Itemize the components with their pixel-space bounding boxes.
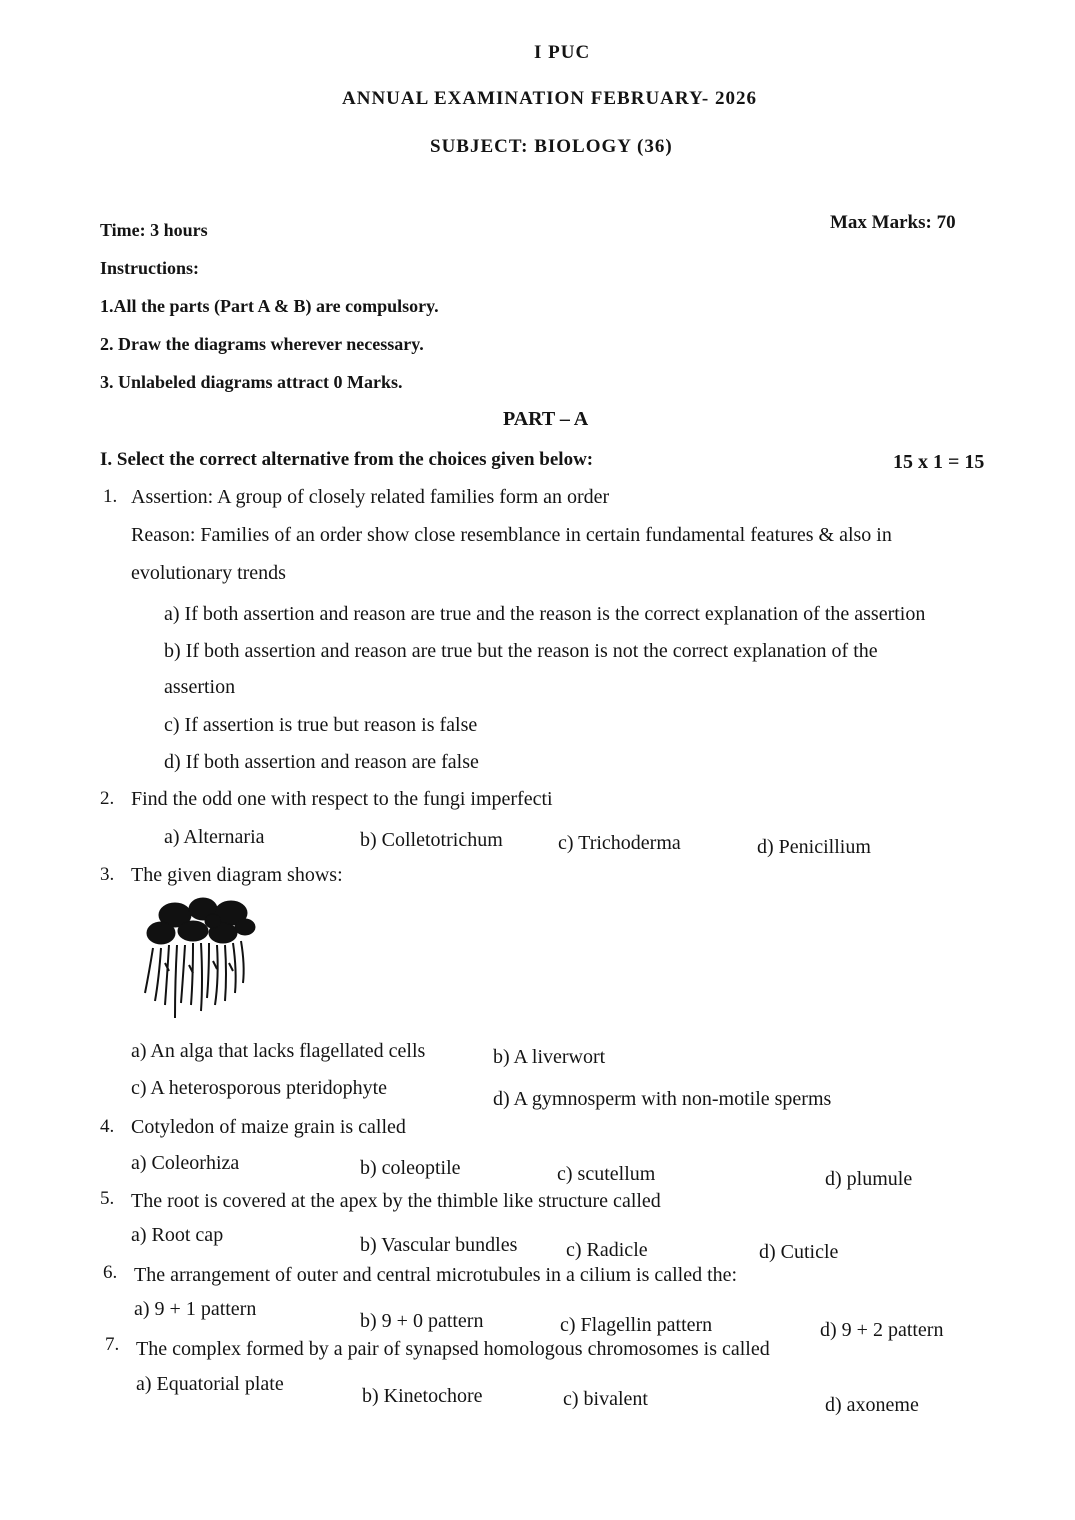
exam-title: ANNUAL EXAMINATION FEBRUARY- 2026 xyxy=(342,88,757,109)
fern-plant-diagram xyxy=(135,893,265,1023)
answer-option: b) Kinetochore xyxy=(362,1385,483,1407)
answer-option: b) coleoptile xyxy=(360,1157,461,1179)
instructions-heading: Instructions: xyxy=(100,258,200,278)
answer-option: d) A gymnosperm with non-motile sperms xyxy=(493,1088,832,1110)
exam-class: I PUC xyxy=(534,42,591,63)
answer-option: d) axoneme xyxy=(825,1394,919,1416)
question-text: The arrangement of outer and central microtubules in a cilium is called the: xyxy=(134,1264,738,1286)
instruction-item: 1.All the parts (Part A & B) are compulsory. xyxy=(100,296,439,316)
answer-option: d) plumule xyxy=(825,1168,913,1190)
question-number: 5. xyxy=(100,1188,115,1209)
answer-option: d) If both assertion and reason are false xyxy=(164,751,479,773)
question-number: 6. xyxy=(103,1262,118,1283)
answer-option: c) Trichoderma xyxy=(558,832,681,854)
instruction-item: 2. Draw the diagrams wherever necessary. xyxy=(100,334,424,354)
instruction-item: 3. Unlabeled diagrams attract 0 Marks. xyxy=(100,372,403,392)
answer-option: c) If assertion is true but reason is false xyxy=(164,714,478,736)
question-text: Reason: Families of an order show close resemblance in certain fundamental features & also in xyxy=(131,524,892,546)
question-text: evolutionary trends xyxy=(131,562,286,584)
answer-option: c) bivalent xyxy=(563,1388,648,1410)
answer-option: c) Flagellin pattern xyxy=(560,1314,713,1336)
answer-option: b) A liverwort xyxy=(493,1046,606,1068)
question-number: 7. xyxy=(105,1334,120,1355)
part-title: PART – A xyxy=(503,408,589,430)
answer-option: a) Alternaria xyxy=(164,826,265,848)
answer-option: a) An alga that lacks flagellated cells xyxy=(131,1040,426,1062)
question-text: The given diagram shows: xyxy=(131,864,343,886)
question-text: Cotyledon of maize grain is called xyxy=(131,1116,406,1138)
exam-max-marks: Max Marks: 70 xyxy=(830,212,956,233)
answer-option: c) A heterosporous pteridophyte xyxy=(131,1077,388,1099)
answer-option: b) Vascular bundles xyxy=(360,1234,518,1256)
question-text: The root is covered at the apex by the thimble like structure called xyxy=(131,1190,661,1212)
answer-option: a) Coleorhiza xyxy=(131,1152,240,1174)
answer-option: c) scutellum xyxy=(557,1163,656,1185)
question-number: 1. xyxy=(103,486,118,507)
answer-option: b) 9 + 0 pattern xyxy=(360,1310,484,1332)
answer-option: a) If both assertion and reason are true and the reason is the correct explanation of the assertion xyxy=(164,603,926,625)
answer-option: a) Equatorial plate xyxy=(136,1373,284,1395)
answer-option: b) Colletotrichum xyxy=(360,829,503,851)
exam-subject: SUBJECT: BIOLOGY (36) xyxy=(430,136,673,157)
section-title: I. Select the correct alternative from the choices given below: xyxy=(100,449,594,470)
question-number: 2. xyxy=(100,788,115,809)
answer-option: d) Penicillium xyxy=(757,836,871,858)
answer-option: c) Radicle xyxy=(566,1239,648,1261)
question-number: 3. xyxy=(100,864,115,885)
answer-option: b) If both assertion and reason are true but the reason is not the correct explanation of the xyxy=(164,640,878,662)
answer-option: d) Cuticle xyxy=(759,1241,839,1263)
exam-time: Time: 3 hours xyxy=(100,220,208,240)
question-text: Find the odd one with respect to the fungi imperfecti xyxy=(131,788,553,810)
answer-option: a) 9 + 1 pattern xyxy=(134,1298,257,1320)
question-number: 4. xyxy=(100,1116,115,1137)
section-marks: 15 x 1 = 15 xyxy=(893,451,985,473)
answer-option: a) Root cap xyxy=(131,1224,224,1246)
answer-option: assertion xyxy=(164,676,236,698)
question-text: The complex formed by a pair of synapsed homologous chromosomes is called xyxy=(136,1338,770,1360)
answer-option: d) 9 + 2 pattern xyxy=(820,1319,944,1341)
question-text: Assertion: A group of closely related families form an order xyxy=(131,486,610,508)
